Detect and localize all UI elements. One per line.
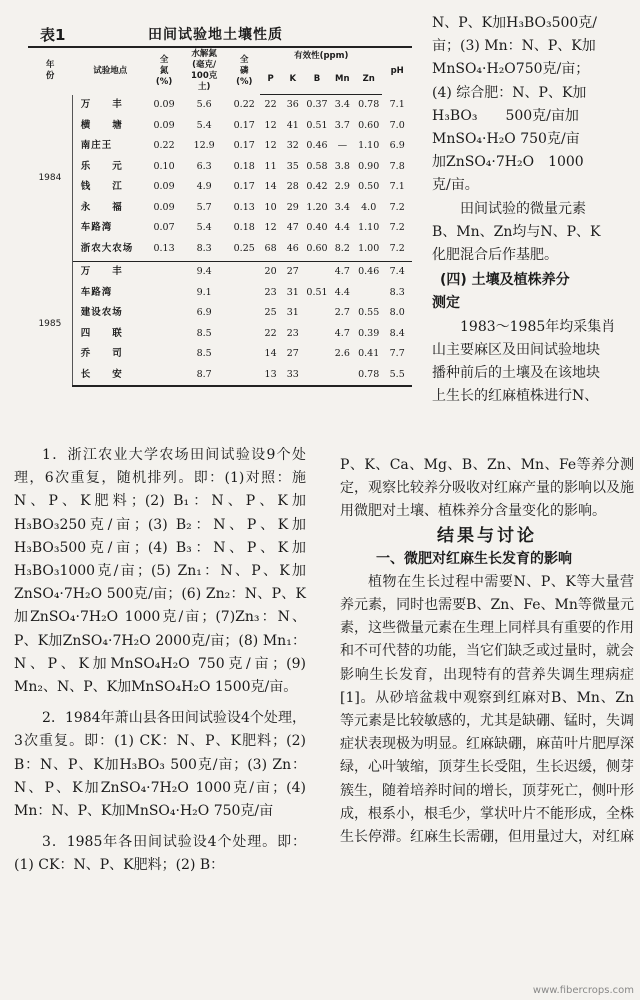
cell-tp: 0.17 bbox=[233, 181, 255, 193]
cell-ph: 7.1 bbox=[389, 181, 405, 193]
cell-site: 车路湾 bbox=[80, 222, 113, 234]
cell-ph: 8.0 bbox=[389, 307, 405, 319]
section-heading-4: (四) 土壤及植株养分 bbox=[440, 272, 570, 289]
cell-p: 14 bbox=[264, 348, 277, 360]
cell-mn: 4.7 bbox=[334, 327, 350, 339]
cell-site: 长 安 bbox=[72, 365, 148, 387]
cell-tp bbox=[228, 344, 260, 365]
cell-p: 23 bbox=[264, 286, 277, 298]
cell-p: 22 bbox=[264, 99, 277, 111]
soil-table-block bbox=[28, 18, 412, 387]
subsection-heading-1: 一、微肥对红麻生长发育的影响 bbox=[376, 550, 572, 567]
right-top-text bbox=[432, 12, 632, 408]
cell-p: 68 bbox=[260, 239, 281, 262]
cell-p: 14 bbox=[264, 181, 277, 193]
header-p: P bbox=[260, 64, 281, 95]
paragraph-trial-1: 1．浙江农业大学农场田间试验设9个处理，6次重复，随机排列。即：(1)对照：施N、P、K肥料；(2) B₁：N、P、K加H₃BO₃250克/亩；(3) B₂：N、P、K加H₃BO₃500克/亩；(4) B₃：N、P、K加H₃BO₃1000克/亩；(5) Zn₁：N、P、K加ZnSO₄·7H₂O 500克/亩；(6) Zn₂：N、P、K加ZnSO₄·7H₂O 1000克/亩；(7)Zn₃：N、P、K加ZnSO₄·7H₂O 2000克/亩；(8) Mn₁：N、P、K加MnSO₄H₂O 750克/亩；(9) Mn₂、N、P、K加MnSO₄H₂O 1500克/亩。 bbox=[14, 447, 306, 696]
cell-mn: 2.6 bbox=[334, 348, 350, 360]
micro-element-note bbox=[432, 198, 632, 268]
treatment-list-continued bbox=[432, 12, 632, 198]
cell-k: 46 bbox=[281, 239, 304, 262]
cell-tp bbox=[228, 283, 260, 304]
cell-zn: 1.10 bbox=[358, 222, 380, 234]
text-line: 山主要麻区及田间试验地块 bbox=[432, 341, 600, 358]
cell-zn: 1.10 bbox=[358, 140, 380, 152]
table-row bbox=[28, 365, 412, 387]
cell-mn: 4.4 bbox=[334, 286, 350, 298]
cell-hn: 6.9 bbox=[196, 307, 212, 319]
cell-tp: 0.17 bbox=[233, 119, 255, 131]
cell-mn: 4.4 bbox=[334, 222, 350, 234]
cell-b bbox=[304, 365, 329, 387]
cell-b: 0.37 bbox=[306, 99, 328, 111]
cell-mn bbox=[330, 365, 355, 387]
cell-tn bbox=[148, 283, 180, 304]
year-cell: 1984 bbox=[28, 95, 72, 262]
cell-k: 27 bbox=[286, 348, 299, 360]
cell-site: 万 丰 bbox=[80, 266, 123, 278]
cell-tn bbox=[148, 344, 180, 365]
paragraph-nutrient-test: P、K、Ca、Mg、B、Zn、Mn、Fe等养分测定，观察比较养分吸收对红麻产量的影响以及施用微肥对土壤、植株养分含量变化的影响。 bbox=[340, 457, 634, 520]
cell-site: 建设农场 bbox=[80, 307, 123, 319]
cell-tp: 0.25 bbox=[228, 239, 260, 262]
section-heading-4b: 测定 bbox=[432, 295, 460, 312]
text-line: 田间试验的微量元素 bbox=[460, 200, 586, 217]
cell-tp bbox=[228, 262, 260, 283]
cell-ph: 8.3 bbox=[389, 286, 405, 298]
cell-b: 0.60 bbox=[304, 239, 329, 262]
text-line: MnSO₄·H₂O750克/亩； bbox=[432, 61, 590, 78]
cell-k: 36 bbox=[286, 99, 299, 111]
cell-mn: 8.2 bbox=[330, 239, 355, 262]
table-row bbox=[28, 218, 412, 239]
table-title: 田间试验地土壤性质 bbox=[148, 27, 283, 43]
header-available: 有效性(ppm) bbox=[260, 47, 382, 64]
cell-hn: 9.1 bbox=[196, 286, 212, 298]
cell-p: 20 bbox=[264, 266, 277, 278]
cell-p: 22 bbox=[264, 327, 277, 339]
table-row bbox=[28, 262, 412, 283]
cell-zn: 4.0 bbox=[361, 201, 377, 213]
cell-k: 31 bbox=[286, 307, 299, 319]
sampling-paragraph bbox=[432, 316, 632, 409]
table-row bbox=[28, 157, 412, 178]
header-mn: Mn bbox=[330, 64, 355, 95]
cell-site: 南庄王 bbox=[80, 140, 113, 152]
paragraph-trial-2: 2．1984年萧山县各田间试验设4个处理，3次重复。即：(1) CK：N、P、K肥料；(2) B：N、P、K加H₃BO₃ 500克/亩；(3) Zn：N、P、K加ZnSO₄·7H₂O 1000克/亩；(4) Mn：N、P、K加MnSO₄·H₂O 750克/亩 bbox=[14, 710, 306, 820]
cell-tn: 0.22 bbox=[153, 140, 175, 152]
cell-mn: 2.7 bbox=[334, 307, 350, 319]
cell-b bbox=[304, 262, 329, 283]
table-group-1984 bbox=[28, 95, 412, 262]
paragraph-trial-3: 3．1985年各田间试验设4个处理。即：(1) CK：N、P、K肥料；(2) B： bbox=[14, 834, 306, 874]
cell-zn: 0.41 bbox=[358, 348, 380, 360]
cell-tn: 0.07 bbox=[153, 222, 175, 234]
cell-k: 29 bbox=[286, 201, 299, 213]
cell-tp: 0.18 bbox=[233, 222, 255, 234]
text-line: (4) 综合肥：N、P、K加 bbox=[432, 84, 587, 101]
cell-tn: 0.09 bbox=[153, 119, 175, 131]
cell-b: 0.42 bbox=[306, 181, 328, 193]
table-row bbox=[28, 283, 412, 304]
header-hydro-n: 水解氮 (毫克/ 100克 土) bbox=[180, 47, 229, 95]
header-total-p: 全 磷 (%) bbox=[228, 47, 260, 95]
text-line: 亩；(3) Mn：N、P、K加 bbox=[432, 38, 596, 55]
cell-site: 横 塘 bbox=[80, 119, 123, 131]
table-row bbox=[28, 136, 412, 157]
header-zn: Zn bbox=[355, 64, 382, 95]
cell-p: 10 bbox=[264, 201, 277, 213]
cell-ph: 6.9 bbox=[389, 140, 405, 152]
cell-hn: 8.7 bbox=[180, 365, 229, 387]
table-label: 表1 bbox=[40, 26, 66, 44]
cell-p: 12 bbox=[264, 222, 277, 234]
cell-b bbox=[304, 324, 329, 345]
text-line: 1983～1985年均采集肖 bbox=[460, 318, 616, 335]
cell-hn: 6.3 bbox=[196, 160, 212, 172]
cell-site: 浙农大农场 bbox=[72, 239, 148, 262]
cell-zn: 0.90 bbox=[358, 160, 380, 172]
table-row bbox=[28, 95, 412, 116]
cell-tn: 0.13 bbox=[148, 239, 180, 262]
cell-tp: 0.17 bbox=[233, 140, 255, 152]
cell-mn: 4.7 bbox=[334, 266, 350, 278]
header-ph: pH bbox=[382, 47, 412, 95]
paragraph-micro-effects: 植物在生长过程中需要N、P、K等大量营养元素，同时也需要B、Zn、Fe、Mn等微量元素，这些微量元素在生理上同样具有重要的作用和不可代替的功能，当它们缺乏或过量时，就会影响生长发育，出现特有的营养失调生理病症[1]。从砂培盆栽中观察到红麻对B、Mn、Zn等元素是比较敏感的，尤其是缺硼、锰时，失调症状表现极为明显。红麻缺硼，麻苗叶片肥厚深绿，心叶皱缩，顶芽生长受阻，生长迟缓，侧芽簇生，随着培养时间的增长，顶芽死亡，侧叶形成，根系小，根毛少，掌状叶片不能形成，全株生长停滞。红麻生长需硼，但用量过大，对红麻 bbox=[340, 573, 634, 846]
cell-tn: 0.09 bbox=[153, 181, 175, 193]
cell-b bbox=[304, 344, 329, 365]
cell-ph: 8.4 bbox=[389, 327, 405, 339]
cell-p: 13 bbox=[260, 365, 281, 387]
cell-mn: 3.8 bbox=[334, 160, 350, 172]
cell-tn: 0.09 bbox=[153, 99, 175, 110]
cell-b: 0.51 bbox=[306, 286, 328, 298]
text-line: 克/亩。 bbox=[432, 177, 479, 194]
cell-tn bbox=[148, 303, 180, 324]
cell-tn: 0.09 bbox=[153, 201, 175, 213]
cell-hn: 9.4 bbox=[196, 266, 212, 278]
cell-mn: — bbox=[337, 140, 348, 152]
cell-k: 41 bbox=[286, 119, 299, 131]
cell-k: 23 bbox=[286, 327, 299, 339]
cell-site: 万 丰 bbox=[80, 99, 123, 110]
text-line: 加ZnSO₄·7H₂O 1000 bbox=[432, 154, 584, 171]
text-line: 播种前后的土壤及在该地块 bbox=[432, 365, 600, 382]
cell-mn: 3.7 bbox=[334, 119, 350, 131]
cell-b: 0.58 bbox=[306, 160, 328, 172]
left-column-text bbox=[14, 444, 306, 878]
cell-tn bbox=[148, 365, 180, 387]
text-line: 上生长的红麻植株进行N、 bbox=[432, 388, 599, 405]
cell-b: 0.46 bbox=[306, 140, 328, 152]
header-total-n: 全 氮 (%) bbox=[148, 47, 180, 95]
cell-hn: 5.4 bbox=[196, 222, 212, 234]
cell-k: 31 bbox=[286, 286, 299, 298]
cell-tp: 0.18 bbox=[233, 160, 255, 172]
cell-tp bbox=[228, 324, 260, 345]
cell-hn: 5.6 bbox=[196, 99, 212, 110]
cell-ph: 7.2 bbox=[389, 222, 405, 234]
cell-tn bbox=[148, 324, 180, 345]
cell-site: 四 联 bbox=[80, 327, 123, 339]
table-row bbox=[28, 324, 412, 345]
table-row bbox=[28, 303, 412, 324]
cell-mn: 2.9 bbox=[334, 181, 350, 193]
header-b: B bbox=[304, 64, 329, 95]
cell-zn: 0.50 bbox=[358, 181, 380, 193]
cell-p: 12 bbox=[264, 140, 277, 152]
header-site: 试验地点 bbox=[72, 47, 148, 95]
table-row bbox=[28, 177, 412, 198]
section-title-results: 结果与讨论 bbox=[437, 525, 537, 546]
cell-zn: 0.46 bbox=[358, 266, 380, 278]
cell-zn: 0.78 bbox=[355, 365, 382, 387]
cell-mn: 3.4 bbox=[334, 201, 350, 213]
cell-hn: 8.5 bbox=[196, 348, 212, 360]
cell-b: 1.20 bbox=[306, 201, 328, 213]
cell-site: 车路湾 bbox=[80, 286, 113, 298]
cell-hn: 8.5 bbox=[196, 327, 212, 339]
text-line: H₃BO₃ 500克/亩加 bbox=[432, 107, 579, 124]
cell-tn: 0.10 bbox=[153, 160, 175, 172]
watermark: www.fibercrops.com bbox=[532, 985, 634, 996]
cell-mn: 3.4 bbox=[334, 99, 350, 111]
cell-k: 27 bbox=[286, 266, 299, 278]
soil-properties-table bbox=[28, 46, 412, 387]
table-group-1985 bbox=[28, 262, 412, 387]
table-row bbox=[28, 116, 412, 137]
cell-site: 永 福 bbox=[80, 201, 123, 213]
cell-tp: 0.22 bbox=[233, 99, 255, 110]
cell-zn: 0.55 bbox=[358, 307, 380, 319]
cell-zn: 0.78 bbox=[358, 99, 380, 111]
cell-ph: 7.8 bbox=[389, 160, 405, 172]
cell-ph: 5.5 bbox=[382, 365, 412, 387]
year-cell: 1985 bbox=[28, 262, 72, 387]
text-line: MnSO₄·H₂O 750克/亩 bbox=[432, 131, 580, 148]
table-row bbox=[28, 198, 412, 219]
cell-ph: 7.0 bbox=[389, 119, 405, 131]
cell-k: 32 bbox=[286, 140, 299, 152]
cell-ph: 7.1 bbox=[389, 99, 405, 110]
cell-k: 35 bbox=[286, 160, 299, 172]
cell-hn: 4.9 bbox=[196, 181, 212, 193]
cell-zn bbox=[355, 283, 382, 304]
header-year: 年 份 bbox=[28, 47, 72, 95]
cell-ph: 7.2 bbox=[382, 239, 412, 262]
cell-ph: 7.4 bbox=[389, 266, 405, 278]
text-line: 化肥混合后作基肥。 bbox=[432, 247, 558, 264]
cell-ph: 7.7 bbox=[389, 348, 405, 360]
table-caption bbox=[28, 18, 412, 46]
cell-ph: 7.2 bbox=[389, 201, 405, 213]
text-line: N、P、K加H₃BO₃500克/ bbox=[432, 15, 598, 31]
cell-zn: 0.39 bbox=[358, 327, 380, 339]
cell-b: 0.40 bbox=[306, 222, 328, 234]
cell-zn: 0.60 bbox=[358, 119, 380, 131]
cell-p: 12 bbox=[264, 119, 277, 131]
cell-k: 47 bbox=[286, 222, 299, 234]
cell-hn: 12.9 bbox=[193, 140, 215, 152]
cell-site: 钱 江 bbox=[80, 181, 123, 193]
cell-tn bbox=[148, 262, 180, 283]
cell-site: 乐 元 bbox=[80, 160, 123, 172]
cell-tp bbox=[228, 303, 260, 324]
cell-k: 28 bbox=[286, 181, 299, 193]
cell-hn: 5.7 bbox=[196, 201, 212, 213]
cell-p: 25 bbox=[264, 307, 277, 319]
cell-tp bbox=[228, 365, 260, 387]
cell-b: 0.51 bbox=[306, 119, 328, 131]
right-column-text bbox=[340, 454, 634, 849]
cell-b bbox=[304, 303, 329, 324]
cell-tp: 0.13 bbox=[233, 201, 255, 213]
table-row bbox=[28, 344, 412, 365]
cell-zn: 1.00 bbox=[355, 239, 382, 262]
header-k: K bbox=[281, 64, 304, 95]
cell-site: 乔 司 bbox=[80, 348, 123, 360]
cell-k: 33 bbox=[281, 365, 304, 387]
cell-hn: 8.3 bbox=[180, 239, 229, 262]
table-row bbox=[28, 239, 412, 262]
cell-p: 11 bbox=[264, 160, 277, 172]
text-line: B、Mn、Zn均与N、P、K bbox=[432, 223, 601, 240]
cell-hn: 5.4 bbox=[196, 119, 212, 131]
